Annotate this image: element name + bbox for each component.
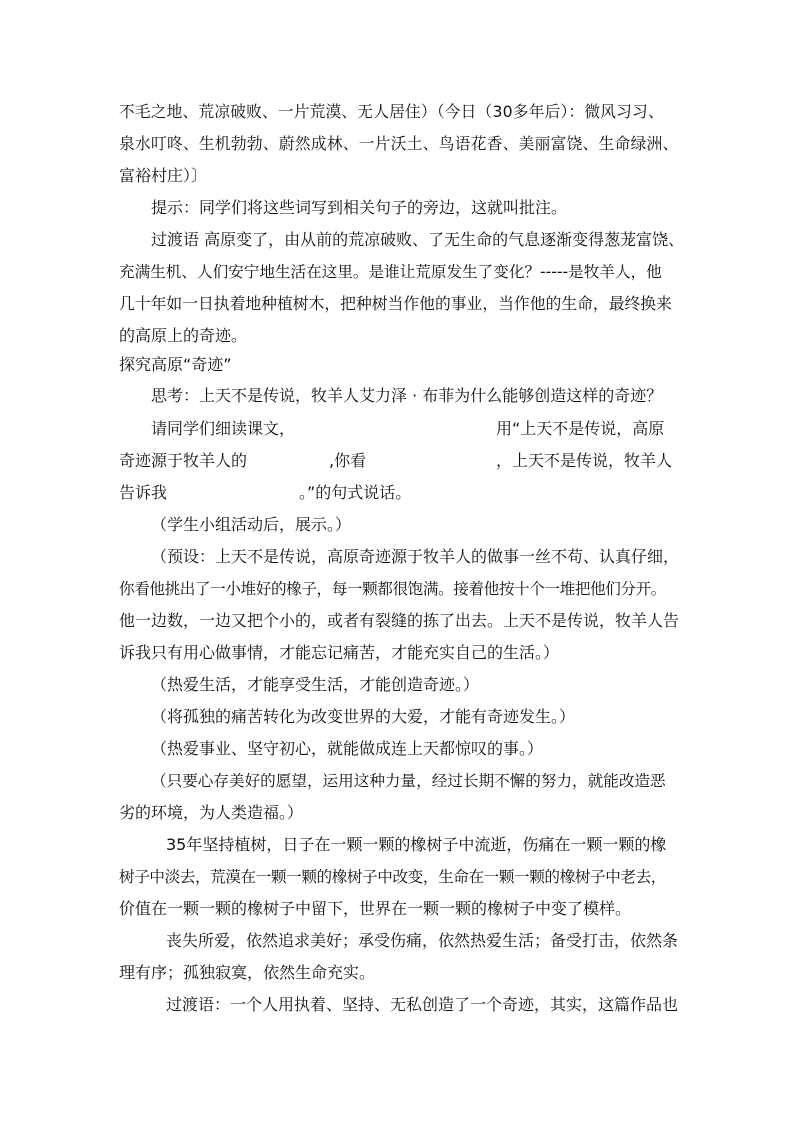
text-line: （只要心存美好的愿望，运用这种力量，经过长期不懈的努力，就能改造恶 — [151, 772, 666, 790]
text-line: （热爱事业、坚守初心，就能做成连上天都惊叹的事。） — [151, 739, 544, 758]
text-line: 用“上天不是传说，高原 — [496, 419, 665, 438]
text-line: 请同学们细读课文， — [151, 419, 296, 438]
text-line: 诉我只有用心做事情，才能忘记痛苦，才能充实自己的生活。） — [119, 643, 560, 662]
text-line: 。”的句式说话。 — [299, 483, 412, 502]
text-line: （学生小组活动后，展示。） — [151, 515, 352, 534]
text-line: 思考：上天不是传说，牧羊人艾力泽 · 布菲为什么能够创造这样的奇迹？ — [151, 386, 663, 405]
text-line: 泉水叮咚、生机勃勃、蔚然成林、一片沃土、鸟语花香、美丽富饶、生命绿洲、 — [119, 134, 679, 153]
section-heading: 探究高原“奇迹” — [119, 355, 232, 374]
text-line: 充满生机、人们安宁地生活在这里。是谁让荒原发生了变化？-----是牧羊人，他 — [119, 263, 662, 281]
text-line: 理有序；孤独寂寞，依然生命充实。 — [119, 963, 376, 982]
text-line: 奇迹源于牧羊人的 — [119, 451, 248, 470]
text-line: ，上天不是传说，牧羊人 — [496, 451, 673, 470]
text-line: ,你看 — [329, 451, 367, 470]
text-line: 价值在一颗一颗的橡树子中留下，世界在一颗一颗的橡树子中变了模样。 — [119, 899, 632, 918]
text-line: 的高原上的奇迹。 — [119, 326, 248, 345]
text-line: 富裕村庄）〕 — [119, 166, 208, 185]
text-line: 树子中淡去，荒漠在一颗一颗的橡树子中改变，生命在一颗一颗的橡树子中老去， — [119, 868, 666, 886]
text-line: 过渡语：一个人用执着、坚持、无私创造了一个奇迹，其实，这篇作品也 — [166, 995, 679, 1014]
text-line: 35年坚持植树，日子在一颗一颗的橡树子中流逝，伤痛在一颗一颗的橡 — [166, 835, 667, 854]
text-line: 丧失所爱，依然追求美好；承受伤痛，依然热爱生活；备受打击，依然条 — [166, 931, 679, 950]
text-line: 告诉我 — [119, 483, 168, 502]
text-line: 他一边数，一边又把个小的，或者有裂缝的拣了出去。上天不是传说，牧羊人告 — [119, 611, 680, 630]
text-line: （热爱生活，才能享受生活，才能创造奇迹。） — [151, 675, 480, 694]
text-line: 劣的环境，为人类造福。） — [119, 803, 304, 822]
text-line: 过渡语 高原变了，由从前的荒凉破败、了无生命的气息逐渐变得葱茏富饶、 — [151, 230, 685, 249]
text-line: 几十年如一日执着地种植树木，把种树当作他的事业，当作他的生命，最终换来 — [119, 294, 672, 313]
text-line: 你看他挑出了一小堆好的橡子，每一颗都很饱满。接着他按十个一堆把他们分开。 — [119, 580, 666, 598]
text-line: 不毛之地、荒凉破败、一片荒漠、无人居住）（今日（30多年后）：微风习习、 — [119, 102, 664, 121]
text-line: （预设：上天不是传说，高原奇迹源于牧羊人的做事一丝不苟、认真仔细， — [151, 547, 680, 566]
text-line: （将孤独的痛苦转化为改变世界的大爱，才能有奇迹发生。） — [151, 707, 576, 726]
text-line: 提示：同学们将这些词写到相关句子的旁边，这就叫批注。 — [151, 198, 568, 217]
